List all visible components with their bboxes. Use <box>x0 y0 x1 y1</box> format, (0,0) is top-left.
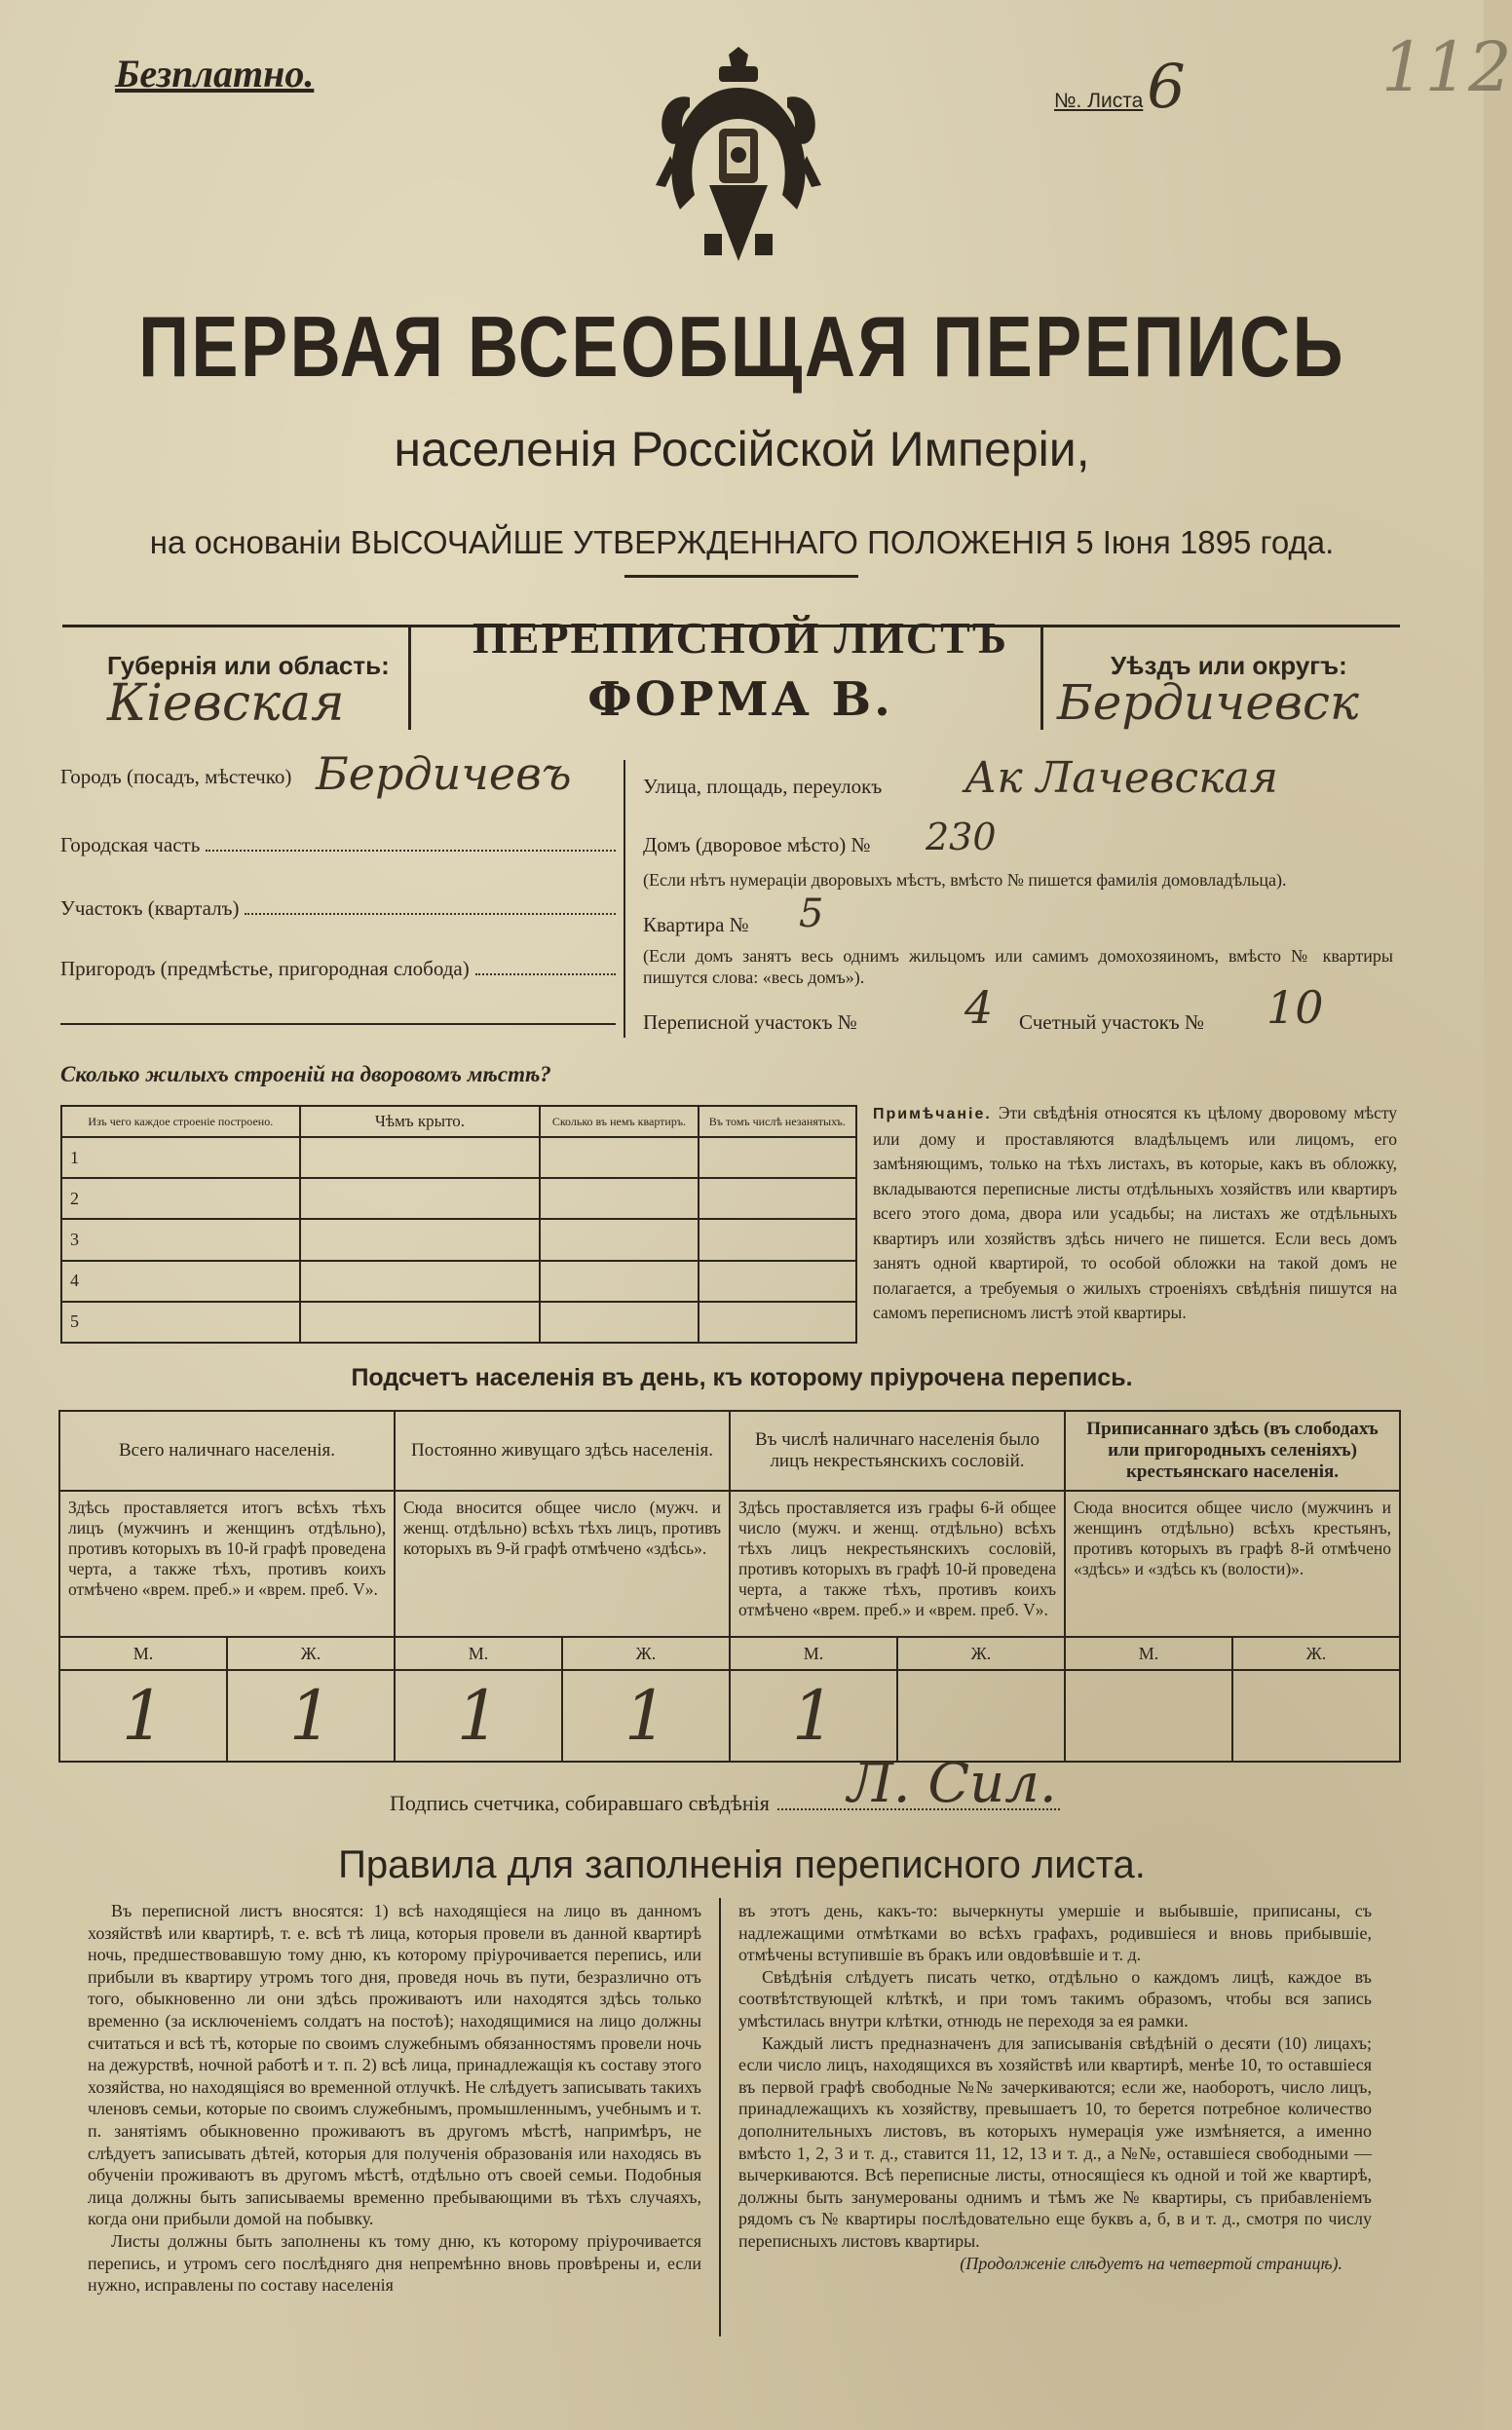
rules-right-column <box>738 1900 1372 2274</box>
summary-desc-total: Здѣсь проставляется итогъ всѣхъ тѣхъ лицъ (мужчинъ и женщинъ отдѣльно), противъ которыхъ въ 10-й графѣ проведена черта, а также тѣхъ, противъ коихъ отмѣчено «врем. преб.» и «врем. преб. V». <box>59 1491 395 1637</box>
rules-column-divider <box>719 1898 721 2336</box>
street-field[interactable]: Ак Лачевская <box>964 753 1278 803</box>
main-subtitle: населенія Россійской Имперіи, <box>394 422 1090 476</box>
free-label: Безплатно. <box>115 52 315 95</box>
imperial-eagle-emblem <box>651 39 826 273</box>
buildings-header-roof: Чѣмъ крыто. <box>300 1106 541 1137</box>
apartment-label: Квартира № <box>643 913 749 936</box>
address-column-divider <box>624 760 625 1038</box>
apartment-row <box>643 892 1393 937</box>
summary-peasant-female-field[interactable] <box>1232 1670 1400 1762</box>
apartment-note: (Если домъ занятъ весь однимъ жильцомъ или самимъ домохозяиномъ, вмѣсто № квартиры пишутся слова: «весь домъ»). <box>643 946 1393 987</box>
city-field[interactable]: Бердичевъ <box>316 747 572 800</box>
summary-desc-nonpeasant: Здѣсь проставляется изъ графы 6-й общее число (мужч. и женщ. отдѣльно) всѣхъ тѣхъ лицъ некрестьянскихъ сословій, противъ которыхъ въ графѣ 10-й проведена черта, а также тѣхъ, противъ коихъ отмѣчено «врем. преб.» и «врем. преб. V». <box>730 1491 1065 1637</box>
rules-paragraph: Листы должны быть заполнены къ тому дню, къ которому пріурочивается перепись, и утромъ сего послѣдняго дня непремѣнно вновь провѣрены и, если нужно, исправлены по составу населенія <box>88 2230 701 2296</box>
summary-desc-peasant: Сюда вносится общее число (мужчинъ и женщинъ отдѣльно) всѣхъ крестьянъ, противъ которыхъ въ графѣ 8-й отмѣчено «здѣсь» и «здѣсь къ (волости)». <box>1065 1491 1400 1637</box>
summary-f-label: Ж. <box>227 1637 395 1670</box>
note-lead: Примѣчаніе. <box>873 1106 992 1122</box>
suburb-field[interactable] <box>475 957 616 975</box>
province-field[interactable]: Кіевская <box>107 674 345 733</box>
archive-number: 112 <box>1381 27 1512 107</box>
rules-paragraph: Каждый листъ предназначенъ для записыванія свѣдѣній о десяти (10) лицахъ; если число лицъ, находящихся въ хозяйствѣ или квартирѣ, менѣе 10, то оставшіеся въ первой графѣ свободные №№ зачеркиваются; если же, наоборотъ, число лицъ, принадлежащихъ къ хозяйству, превышаетъ 10, то берется потребное количество дополнительныхъ листовъ, въ которыхъ нумерація уже измѣняется, а именно вмѣсто 1, 2, 3 и т. д., ставится 11, 12, 13 и т. д., а №№, оставшіеся свободными — вычеркиваются. Всѣ переписные листы, относящіеся къ одной и той же квартирѣ, должны быть занумерованы однимъ и тѣмъ же № квартиры, съ прибавленіемъ рядомъ съ № квартиры послѣдовательно еще буквъ а, б, в и т. д., смотря по числу переписныхъ листовъ квартиры. <box>738 2032 1372 2251</box>
note-block <box>873 1101 1397 1326</box>
suburb-label: Пригородъ (предмѣстье, пригородная слобода) <box>60 957 470 980</box>
note-text: Эти свѣдѣнія относятся къ цѣлому дворовому мѣсту или дому и проставляются владѣльцемъ или лицомъ, его замѣняющимъ, только на тѣхъ листахъ, въ которые, какъ въ обложку, вкладываются переписные листы отдѣльныхъ хозяйствъ или квартиръ всего этого дома, двора или усадьбы; на листахъ же отдѣльныхъ квартиръ или хозяйствъ здѣсь ничего не пишется. Если весь домъ занятъ одной квартирой, то особой обложки на такой домъ не полагается, а требуемыя о жилыхъ строеніяхъ свѣдѣнія пишутся на самомъ переписномъ листѣ этой квартиры. <box>873 1103 1398 1322</box>
city-part-row <box>60 833 616 857</box>
census-district-row <box>643 981 1393 1035</box>
main-title: ПЕРВАЯ ВСЕОБЩАЯ ПЕРЕПИСЬ <box>138 298 1345 395</box>
buildings-header-vacant: Въ томъ числѣ незанятыхъ. <box>699 1106 856 1137</box>
summary-nonpeasant-female-field[interactable] <box>897 1670 1065 1762</box>
rules-title: Правила для заполненія переписного листа. <box>338 1843 1146 1886</box>
precinct-row <box>60 896 616 921</box>
suburb-row <box>60 957 616 981</box>
apartment-field[interactable]: 5 <box>799 892 824 936</box>
signature-label: Подпись счетчика, собиравшаго свѣдѣнія <box>390 1791 770 1815</box>
signature-field[interactable]: Л. Сил. <box>848 1752 1057 1815</box>
province-label: Губернія или область: <box>107 651 390 680</box>
summary-permanent-female-field[interactable]: 1 <box>562 1670 730 1762</box>
form-title: ПЕРЕПИСНОЙ ЛИСТЪ <box>472 613 1009 663</box>
summary-desc-permanent: Сюда вносится общее число (мужч. и женщ. отдѣльно) всѣхъ тѣхъ лицъ, противъ которыхъ въ 9-й графѣ отмѣчено «здѣсь». <box>395 1491 730 1637</box>
census-district-field[interactable]: 4 <box>964 981 994 1034</box>
rules-left-column <box>88 1900 701 2297</box>
table-row: 4 <box>61 1261 856 1302</box>
summary-head-total: Всего наличнаго населенія. <box>59 1411 395 1491</box>
summary-m-label: М. <box>59 1637 227 1670</box>
sheet-number-label: №. Листа <box>1054 90 1144 112</box>
summary-peasant-male-field[interactable] <box>1065 1670 1232 1762</box>
table-row: 1 <box>61 1137 856 1178</box>
rules-continued: (Продолженіе слѣдуетъ на четвертой страницѣ). <box>960 2253 1342 2273</box>
house-row <box>643 816 1393 858</box>
summary-f-label: Ж. <box>1232 1637 1400 1670</box>
table-row: 3 <box>61 1219 856 1260</box>
address-divider <box>60 1023 616 1025</box>
precinct-label: Участокъ (кварталъ) <box>60 896 240 920</box>
district-field[interactable]: Бердичевск <box>1057 674 1359 731</box>
summary-nonpeasant-male-field[interactable]: 1 <box>730 1670 897 1762</box>
summary-total-female-field[interactable]: 1 <box>227 1670 395 1762</box>
rules-paragraph: въ этотъ день, какъ-то: вычеркнуты умершіе и выбывшіе, приписаны, съ надлежащими отмѣтками во всѣхъ графахъ, родившіеся и вновь прибывшіе, отмѣчены вступившіе въ бракъ или овдовѣвшіе и т. д. <box>738 1901 1372 1965</box>
summary-m-label: М. <box>395 1637 562 1670</box>
table-row: 2 <box>61 1178 856 1219</box>
sheet-number-value: 6 <box>1147 51 1186 122</box>
summary-f-label: Ж. <box>897 1637 1065 1670</box>
sheet-number <box>1054 51 1186 122</box>
summary-head-permanent: Постоянно живущаго здѣсь населенія. <box>395 1411 730 1491</box>
table-row: 5 <box>61 1302 856 1343</box>
legal-basis: на основаніи ВЫСОЧАЙШЕ УТВЕРЖДЕННАГО ПОЛОЖЕНІЯ 5 Іюня 1895 года. <box>149 524 1335 560</box>
rules-paragraph: Въ переписной листъ вносятся: 1) всѣ находящіеся на лицо въ данномъ хозяйствѣ или квартирѣ, т. е. всѣ тѣ лица, которыя провели въ данной квартирѣ ночь, предшествовавшую тому дню, къ которому пріурочивается перепись, или прибыли въ квартиру утромъ того дня, проведя ночь въ пути, безразлично отъ того, обыкновенно ли они здѣсь проживаютъ или находятся здѣсь только временно (за исключеніемъ солдатъ на постоѣ); находящимися на лицо должны считаться и всѣ тѣ, которые по своимъ служебнымъ обязанностямъ провели ночь на дежурствѣ, ночной работѣ и т. п. 2) всѣ лица, принадлежащія къ составу этого хозяйства, но находящіяся во временной отлучкѣ. Не слѣдуетъ записывать такихъ членовъ семьи, которые по своимъ служебнымъ, промышленнымъ, учебнымъ и т. п. занятіямъ обыкновенно проживаютъ въ другомъ мѣстѣ, напримѣръ, не слѣдуетъ записывать дѣтей, которыя для полученія образованія или находясь въ обученіи проживаютъ въ другомъ мѣстѣ, отдѣльно отъ своей семьи. Подобныя лица должны быть записываемы временно пребывающими въ тѣхъ случаяхъ, когда они прибыли домой на побывку. <box>88 1901 701 2229</box>
summary-permanent-male-field[interactable]: 1 <box>395 1670 562 1762</box>
summary-head-peasant: Приписаннаго здѣсь (въ слободахъ или пригородныхъ селеніяхъ) крестьянскаго населенія. <box>1065 1411 1400 1491</box>
summary-f-label: Ж. <box>562 1637 730 1670</box>
rules-paragraph: Свѣдѣнія слѣдуетъ писать четко, отдѣльно о каждомъ лицѣ, каждое въ соотвѣтствующей клѣткѣ, и при томъ такимъ образомъ, чтобы вся запись умѣстилась внутри клѣтки, отнюдь не переходя за ея рамки. <box>738 1966 1372 2031</box>
count-district-label: Счетный участокъ № <box>1019 1010 1205 1034</box>
city-part-label: Городская часть <box>60 833 201 856</box>
street-row <box>643 753 1393 803</box>
census-district-label: Переписной участокъ № <box>643 1010 857 1034</box>
signature-row <box>390 1752 1266 1816</box>
buildings-header-material: Изъ чего каждое строеніе построено. <box>61 1106 300 1137</box>
house-field[interactable]: 230 <box>926 816 997 858</box>
city-label: Городъ (посадъ, мѣстечко) <box>60 765 292 788</box>
count-district-field[interactable]: 10 <box>1266 981 1324 1034</box>
house-note: (Если нѣтъ нумераціи дворовыхъ мѣстъ, вмѣсто № пишется фамилія домовладѣльца). <box>643 870 1287 890</box>
precinct-field[interactable] <box>245 896 616 915</box>
buildings-table <box>60 1105 857 1344</box>
summary-m-label: М. <box>730 1637 897 1670</box>
title-divider <box>624 575 858 578</box>
summary-m-label: М. <box>1065 1637 1232 1670</box>
form-subtitle: ФОРМА В. <box>587 672 893 727</box>
city-part-field[interactable] <box>206 833 616 852</box>
district-label: Уѣздъ или округъ: <box>1111 651 1347 680</box>
city-row <box>60 747 616 809</box>
summary-total-male-field[interactable]: 1 <box>59 1670 227 1762</box>
population-summary-table <box>58 1410 1401 1763</box>
summary-head-nonpeasant: Въ числѣ наличнаго населенія было лицъ некрестьянскихъ сословій. <box>730 1411 1065 1491</box>
house-label: Домъ (дворовое мѣсто) № <box>643 833 871 856</box>
street-label: Улица, площадь, переулокъ <box>643 775 883 798</box>
buildings-header-apartments: Сколько въ немъ квартиръ. <box>540 1106 698 1137</box>
buildings-question: Сколько жилыхъ строеній на дворовомъ мѣстѣ? <box>60 1062 551 1086</box>
summary-title: Подсчетъ населенія въ день, къ которому пріурочена перепись. <box>351 1364 1133 1391</box>
